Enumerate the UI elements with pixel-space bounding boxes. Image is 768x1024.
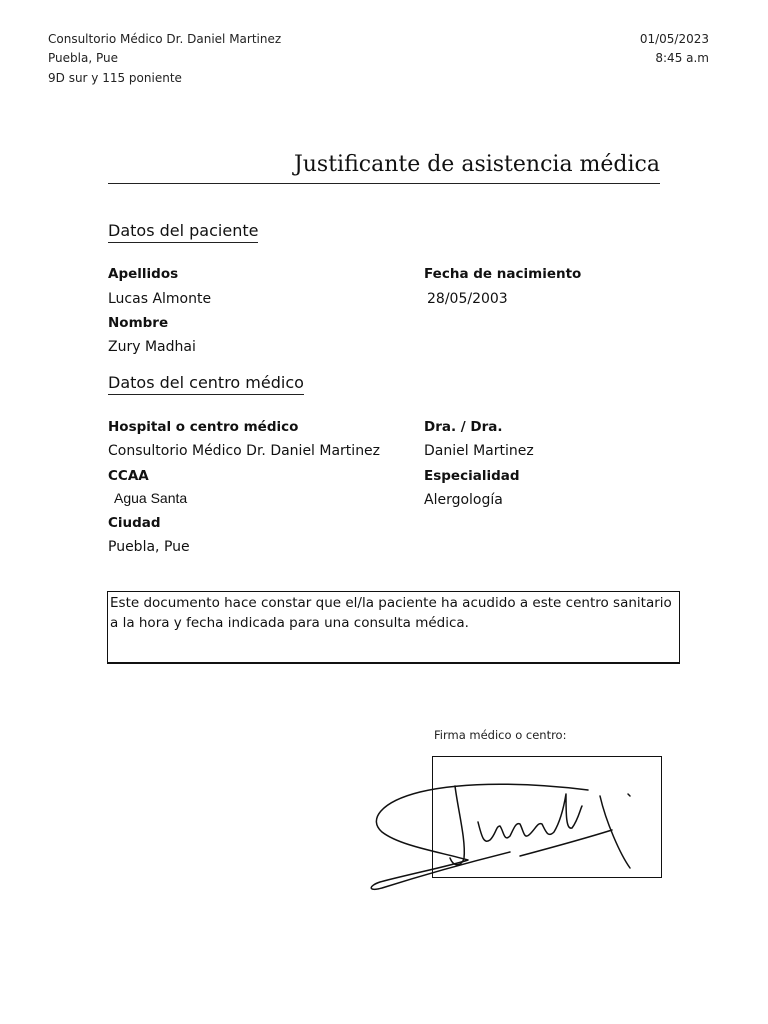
specialty-value: Alergología: [424, 492, 503, 508]
ccaa-label: CCAA: [108, 468, 149, 484]
doctor-value: Daniel Martinez: [424, 443, 534, 459]
header-date: 01/05/2023: [639, 32, 709, 46]
header-clinic-name: Consultorio Médico Dr. Daniel Martinez: [48, 32, 282, 46]
specialty-label: Especialidad: [424, 468, 520, 484]
ccaa-value: Agua Santa: [114, 490, 188, 506]
name-label: Nombre: [108, 315, 169, 331]
city-value: Puebla, Pue: [108, 539, 190, 555]
center-section-title: Datos del centro médico: [108, 373, 304, 395]
hospital-label: Hospital o centro médico: [108, 419, 299, 435]
city-label: Ciudad: [108, 515, 161, 531]
attendance-notice: Este documento hace constar que el/la paciente ha acudido a este centro sanitario a la hora y fecha indicada para una consulta médica.: [107, 591, 680, 664]
surname-label: Apellidos: [108, 266, 179, 282]
patient-section-title: Datos del paciente: [108, 221, 258, 243]
document-title: Justificante de asistencia médica: [293, 152, 660, 177]
doctor-label: Dra. / Dra.: [424, 419, 503, 435]
name-value: Zury Madhai: [108, 339, 196, 355]
handwritten-signature: [360, 770, 640, 900]
birth-date-value: 28/05/2003: [427, 291, 508, 307]
header-city: Puebla, Pue: [48, 51, 118, 65]
birth-date-label: Fecha de nacimiento: [424, 266, 582, 282]
surname-value: Lucas Almonte: [108, 291, 212, 307]
header-time: 8:45 a.m: [655, 51, 709, 65]
header-address: 9D sur y 115 poniente: [48, 71, 182, 85]
title-divider: [108, 183, 660, 184]
hospital-value: Consultorio Médico Dr. Daniel Martinez: [108, 443, 381, 459]
signature-label: Firma médico o centro:: [434, 728, 567, 742]
